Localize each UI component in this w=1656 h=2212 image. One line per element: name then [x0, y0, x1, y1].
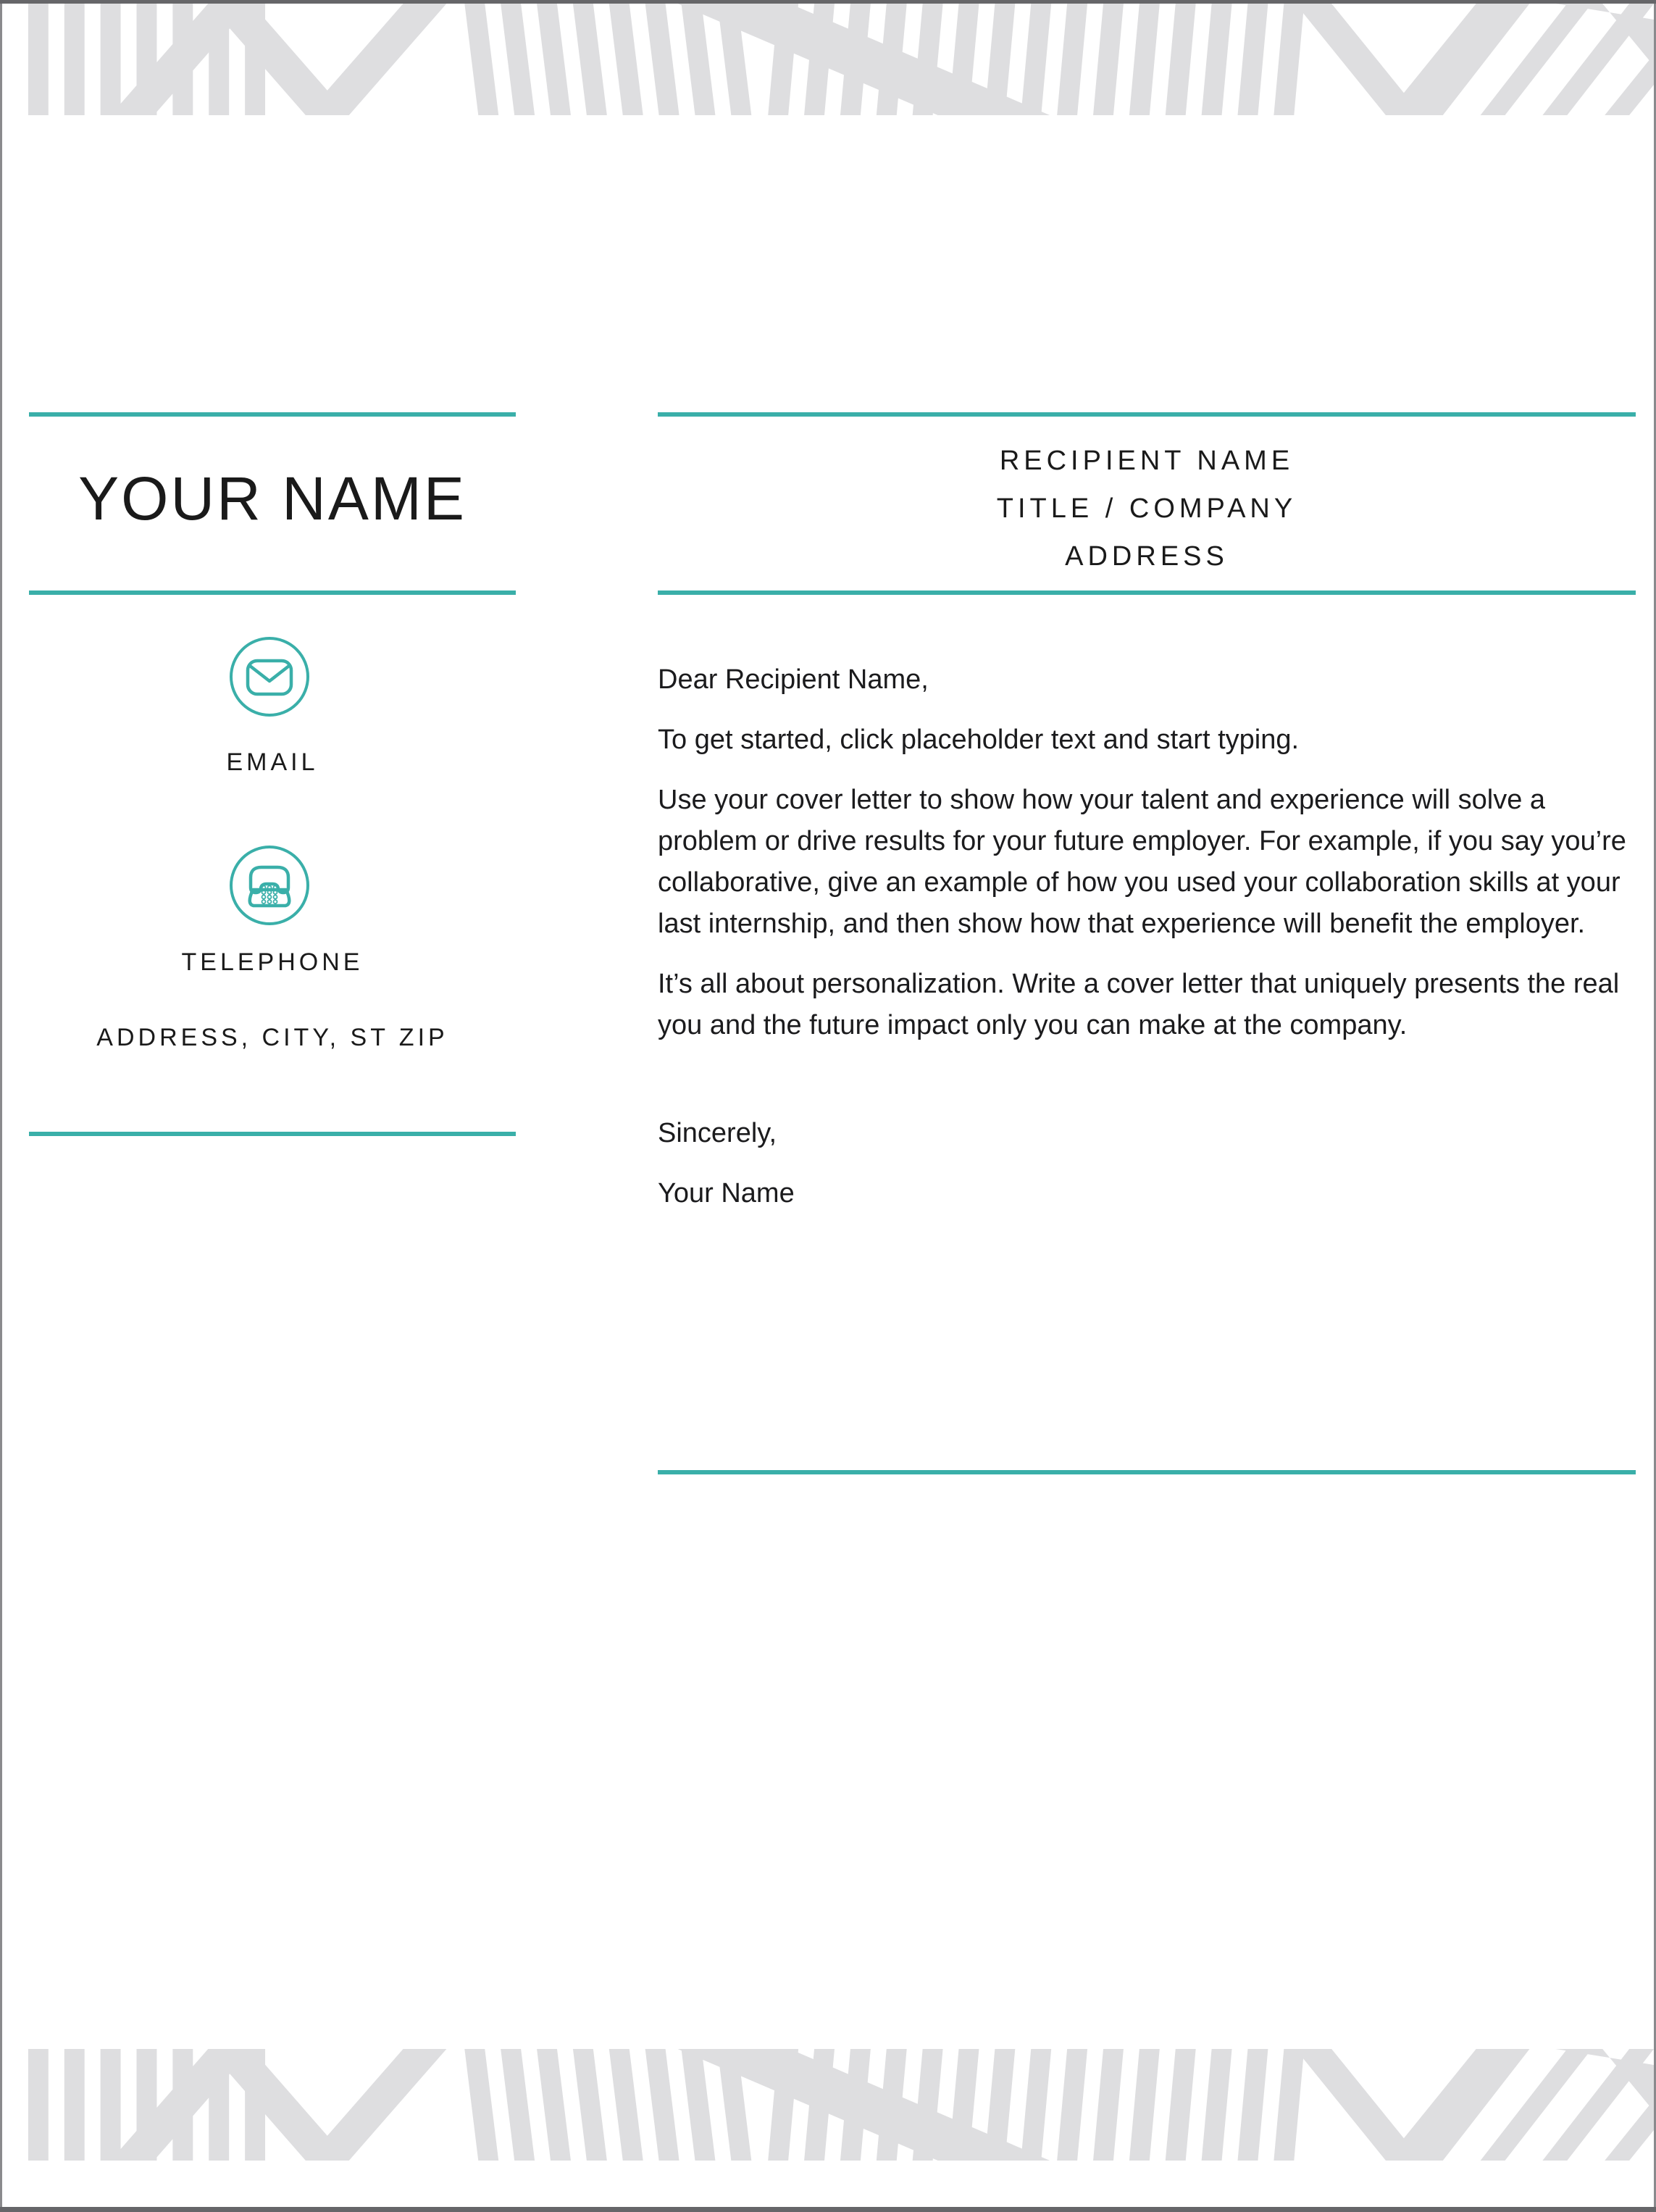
recipient-title-company-placeholder[interactable]: TITLE / COMPANY	[996, 493, 1297, 524]
page-frame-left	[0, 0, 2, 2212]
striped-band-bottom	[2, 2049, 1654, 2161]
striped-band-top	[2, 4, 1654, 115]
page-frame-top	[0, 0, 1656, 4]
page-frame-bottom	[0, 2207, 1656, 2212]
recipient-block	[658, 437, 1636, 580]
envelope-icon	[229, 636, 310, 717]
paragraph-get-started[interactable]: To get started, click placeholder text and start typing.	[658, 725, 1300, 755]
salutation[interactable]: Dear Recipient Name,	[658, 664, 929, 695]
recipient-block-top-rule	[658, 412, 1636, 417]
left-column-middle-rule	[29, 590, 516, 595]
left-column-bottom-rule	[29, 1132, 516, 1136]
recipient-address-placeholder[interactable]: ADDRESS	[1065, 541, 1229, 572]
paragraph-cover-letter-advice[interactable]: Use your cover letter to show how your talent and experience will solve a problem or drive results for your future employer. For example, if you say you’re collaborative, give an example of how you used your collaboration skills at your last internship, and then show how that experience will benefit the employer.	[658, 785, 1626, 939]
telephone-icon	[229, 845, 310, 926]
signature-placeholder[interactable]: Your Name	[658, 1178, 795, 1209]
paragraph-personalization[interactable]: It’s all about personalization. Write a cover letter that uniquely presents the real you and the future impact only you can make at the company.	[658, 969, 1620, 1040]
address-label[interactable]: ADDRESS, CITY, ST ZIP	[96, 1024, 448, 1051]
letter-body	[658, 659, 1632, 1233]
recipient-name-placeholder[interactable]: RECIPIENT NAME	[999, 446, 1295, 476]
left-column-top-rule	[29, 412, 516, 417]
email-label[interactable]: EMAIL	[226, 748, 319, 776]
telephone-label[interactable]: TELEPHONE	[181, 948, 364, 976]
recipient-block-bottom-rule	[658, 590, 1636, 595]
your-name-placeholder[interactable]: YOUR NAME	[78, 464, 467, 533]
letter-bottom-rule	[658, 1470, 1636, 1474]
closing[interactable]: Sincerely,	[658, 1118, 777, 1148]
